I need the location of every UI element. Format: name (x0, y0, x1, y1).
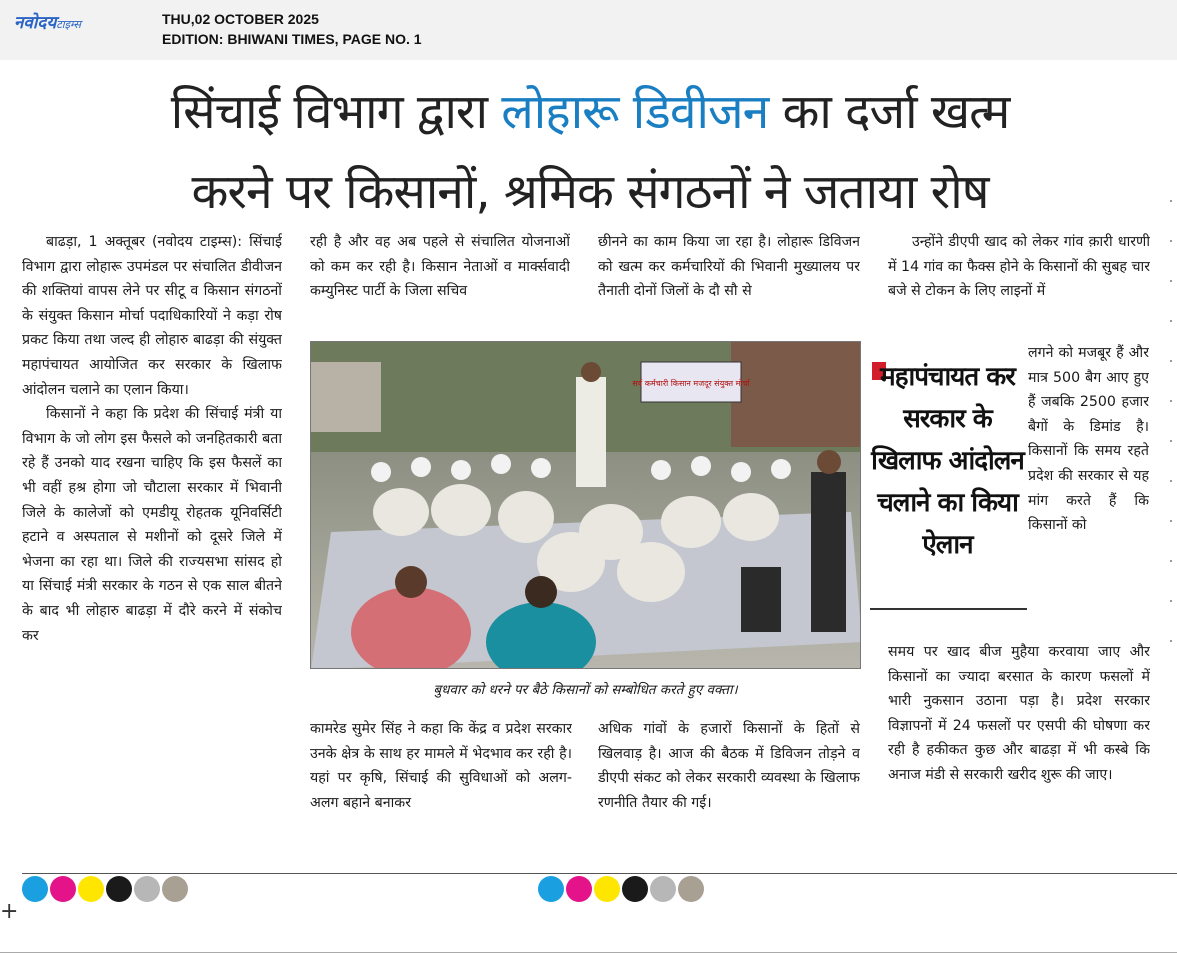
tan-swatch (162, 876, 188, 902)
headline-part-b: का दर्जा खत्म (768, 84, 1010, 140)
paragraph-col4-top: उन्होंने डीएपी खाद को लेकर गांव क़ारी धारणी में 14 गांव का फैक्स होने के किसानों की सुबह चार बजे से टोकन के लिए लाइनों में (888, 234, 1150, 300)
photo-illustration (311, 342, 861, 669)
paragraph-col2-bottom: कामरेड सुमेर सिंह ने कहा कि केंद्र व प्रदेश सरकार उनके क्षेत्र के साथ हर मामले में भेदभाव कर रही है। यहां पर कृषि, सिंचाई की सुविधाओं को अलग-अलग बहाने बनाकर (310, 721, 572, 811)
logo-main: नवोदय (14, 13, 57, 33)
headline-line-2: करने पर किसानों, श्रमिक संगठनों ने जताया रोष (191, 164, 989, 220)
grey-swatch (650, 876, 676, 902)
tan-swatch (678, 876, 704, 902)
photo-banner-text: सर्व कर्मचारी किसान मजदूर संयुक्त मोर्चा (632, 379, 750, 388)
yellow-swatch (594, 876, 620, 902)
article-column-2-top (310, 230, 570, 338)
pullquote: महापंचायत कर सरकार के खिलाफ आंदोलन चलाने का किया ऐलान (871, 362, 1024, 560)
paragraph-col4-narrow: लगने को मजबूर हैं और मात्र 500 बैग आए हुए हैं जबकि 2500 हजार बैगों के डिमांड है। किसानों कि समय रहते प्रदेश की सरकार से यह मांग करते हैं कि किसानों को (1028, 345, 1149, 534)
paragraph-col4-bottom: समय पर खाद बीज मुहैया करवाया जाए और किसानों का ज्यादा बरसात के कारण फसलों में भारी नुकसान उठाना पड़ा है। प्रदेश सरकार विज्ञापनों में 24 फसलों पर एसपी की घोषणा कर रही है हकीकत कुछ और बाढड़ा में भी कस्बे कि अनाज मंडी से सरकारी खरीद शुरू की जाए। (888, 644, 1150, 783)
paragraph-1: बाढड़ा, 1 अक्तूबर (नवोदय टाइम्स): सिंचाई विभाग द्वारा लोहारू उपमंडल पर संचालित डीवीजन की शक्तियां वापस लेने पर सीटू व किसान संगठनों के संयुक्त किसान मोर्चा पदाधिकारियों ने कड़ा रोष प्रकट किया तथा जल्द ही लोहारु बाढड़ा की संयुक्त महापंचायत आयोजित कर सरकार के खिलाफ आंदोलन चलाने का एलान किया। (22, 234, 282, 398)
masthead-bar (0, 0, 1177, 60)
yellow-swatch (78, 876, 104, 902)
edition-info (162, 9, 422, 49)
cyan-swatch (538, 876, 564, 902)
paragraph-col2-top: रही है और वह अब पहले से संचालित योजनाओं को कम कर रही है। किसान नेताओं व मार्क्सवादी कम्युनिस्ट पार्टी के जिला सचिव (310, 234, 570, 300)
article-column-3-top (598, 230, 860, 338)
edition-date: THU,02 OCTOBER 2025 (162, 11, 319, 27)
photo-caption: बुधवार को धरने पर बैठे किसानों को सम्बोधित करते हुए वक्ता। (433, 682, 738, 698)
black-swatch (106, 876, 132, 902)
cyan-swatch (22, 876, 48, 902)
grey-swatch (134, 876, 160, 902)
headline-part-a: सिंचाई विभाग द्वारा (170, 84, 502, 140)
magenta-swatch (566, 876, 592, 902)
paragraph-col3-top: छीनने का काम किया जा रहा है। लोहारू डिविजन को खत्म कर कर्मचारियों की भिवानी मुख्यालय पर तैनाती दोनों जिलों के दौ सौ से (598, 234, 860, 300)
magenta-swatch (50, 876, 76, 902)
headline-highlight: लोहारू डिवीजन (501, 84, 769, 140)
article-column-2-bottom (310, 717, 572, 867)
article-headline (20, 72, 1160, 232)
logo-sub: टाइम्स (56, 18, 81, 31)
pullquote-rule (870, 608, 1027, 610)
crop-mark-icon: + (0, 899, 19, 924)
article-column-3-bottom (598, 717, 860, 867)
article-column-4-narrow (1028, 341, 1149, 641)
black-swatch (622, 876, 648, 902)
edition-name: EDITION: BHIWANI TIMES, PAGE NO. 1 (162, 31, 422, 47)
article-column-4-bottom (888, 640, 1150, 865)
footer-rule (22, 873, 1177, 874)
article-column-1 (22, 230, 282, 870)
headline-line-1 (20, 72, 1160, 152)
article-column-4-top (888, 230, 1150, 338)
news-photo (310, 341, 861, 669)
edge-marks (1170, 200, 1172, 660)
newspaper-logo[interactable] (14, 10, 81, 33)
paragraph-col3-bottom: अधिक गांवों के हजारों किसानों के हितों से खिलवाड़ है। आज की बैठक में डिविजन तोड़ने व डीएपी संकट को लेकर सरकारी व्यवस्था के खिलाफ रणनीति तैयार की गई। (598, 721, 860, 811)
paragraph-2: किसानों ने कहा कि प्रदेश की सिंचाई मंत्री या विभाग के जो लोग इस फैसले को जनहितकारी बता रहे हैं उनको याद रखना चाहिए कि इस फैसलें का भी वहीं हश्र होगा जो चौटाला सरकार में भिवानी जिले के कालेजों को एमडीयू रोहतक यूनिवर्सिटी हटाने व अस्पताल से मशीनों को दूसरे जिले में भेजना का रहा था। जिले की राज्यसभा सांसद हो या सिंचाई मंत्री सरकार के गठन से एक साल बीतने के बाद भी लोहारु बाढड़ा में दौरे करने में संकोच कर (22, 406, 282, 644)
